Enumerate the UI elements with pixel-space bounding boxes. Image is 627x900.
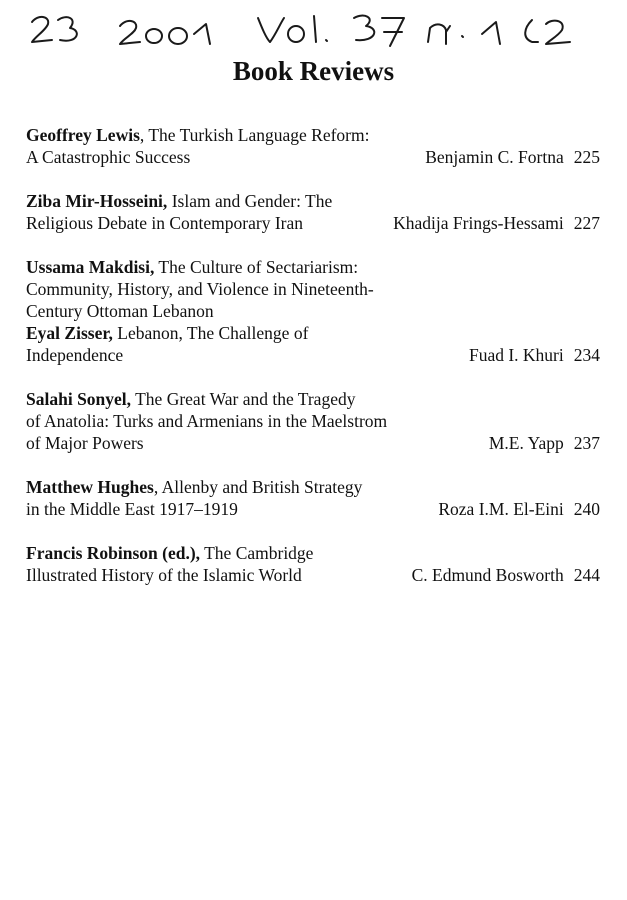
review-meta-line <box>26 498 600 520</box>
review-entry <box>26 256 600 366</box>
page-number: 225 <box>573 147 600 167</box>
separator: , <box>139 125 149 145</box>
reviewer-and-page <box>412 564 600 586</box>
book-citation <box>26 256 600 322</box>
reviewer-name: M.E. Yapp <box>488 433 564 453</box>
handwritten-annotation-drawing <box>26 8 586 52</box>
book-citation <box>26 542 600 564</box>
reviewer-and-page <box>438 498 600 520</box>
review-meta-line <box>26 344 600 366</box>
review-meta-line <box>26 432 600 454</box>
book-title-line: The Turkish Language Reform: <box>148 125 370 145</box>
handwritten-annotation <box>26 8 586 52</box>
book-author: Ussama Makdisi, <box>26 257 155 277</box>
book-title-line: The Culture of Sectariarism: <box>158 257 359 277</box>
review-meta-line <box>26 212 600 234</box>
book-title-line: Allenby and British Strategy <box>161 477 363 497</box>
reviewer-and-page <box>489 432 600 454</box>
book-author: Eyal Zisser, <box>26 323 113 343</box>
book-title-line: Islam and Gender: The <box>171 191 333 211</box>
review-meta-line <box>26 146 600 168</box>
reviewer-name: Benjamin C. Fortna <box>425 147 564 167</box>
book-title-line: The Cambridge <box>204 543 314 563</box>
book-citation <box>26 190 600 212</box>
reviewer-name: Fuad I. Khuri <box>468 345 564 365</box>
book-author: Francis Robinson (ed.), <box>26 543 201 563</box>
book-title-line: Religious Debate in Contemporary Iran <box>26 213 304 233</box>
reviewer-name: C. Edmund Bosworth <box>411 565 564 585</box>
book-citation <box>26 476 600 498</box>
book-citation <box>26 322 600 344</box>
page-number: 237 <box>573 433 600 453</box>
book-title-line: Lebanon, The Challenge of <box>117 323 309 343</box>
book-citation <box>26 124 600 146</box>
review-entry <box>26 476 600 520</box>
book-title-line: Illustrated History of the Islamic World <box>26 565 302 585</box>
book-title-line: A Catastrophic Success <box>26 147 191 167</box>
page-number: 244 <box>573 565 600 585</box>
review-meta-line <box>26 564 600 586</box>
review-list <box>26 124 600 608</box>
book-author: Salahi Sonyel, <box>26 389 132 409</box>
book-author: Ziba Mir-Hosseini, <box>26 191 168 211</box>
page-title: Book Reviews <box>232 56 395 86</box>
separator: , <box>153 477 162 497</box>
review-entry <box>26 124 600 168</box>
book-author: Matthew Hughes <box>26 477 154 497</box>
book-title-line: of Anatolia: Turks and Armenians in the Maelstrom <box>26 411 388 431</box>
reviewer-name: Roza I.M. El-Eini <box>438 499 564 519</box>
book-citation <box>26 388 600 432</box>
reviewer-name: Khadija Frings-Hessami <box>393 213 564 233</box>
review-entry <box>26 542 600 586</box>
page-number: 240 <box>573 499 600 519</box>
book-title-line: Independence <box>26 345 124 365</box>
page-number: 234 <box>573 345 600 365</box>
reviewer-and-page <box>425 146 600 168</box>
review-entry <box>26 190 600 234</box>
book-title-line: in the Middle East 1917–1919 <box>26 499 238 519</box>
page-number: 227 <box>573 213 600 233</box>
book-title-line: The Great War and the Tragedy <box>135 389 356 409</box>
book-title-line: of Major Powers <box>26 433 144 453</box>
book-title-line: Community, History, and Violence in Nineteenth- <box>26 279 374 299</box>
book-author: Geoffrey Lewis <box>26 125 140 145</box>
reviewer-and-page <box>469 344 600 366</box>
review-entry <box>26 388 600 454</box>
reviewer-and-page <box>393 212 600 234</box>
book-title-line: Century Ottoman Lebanon <box>26 301 214 321</box>
